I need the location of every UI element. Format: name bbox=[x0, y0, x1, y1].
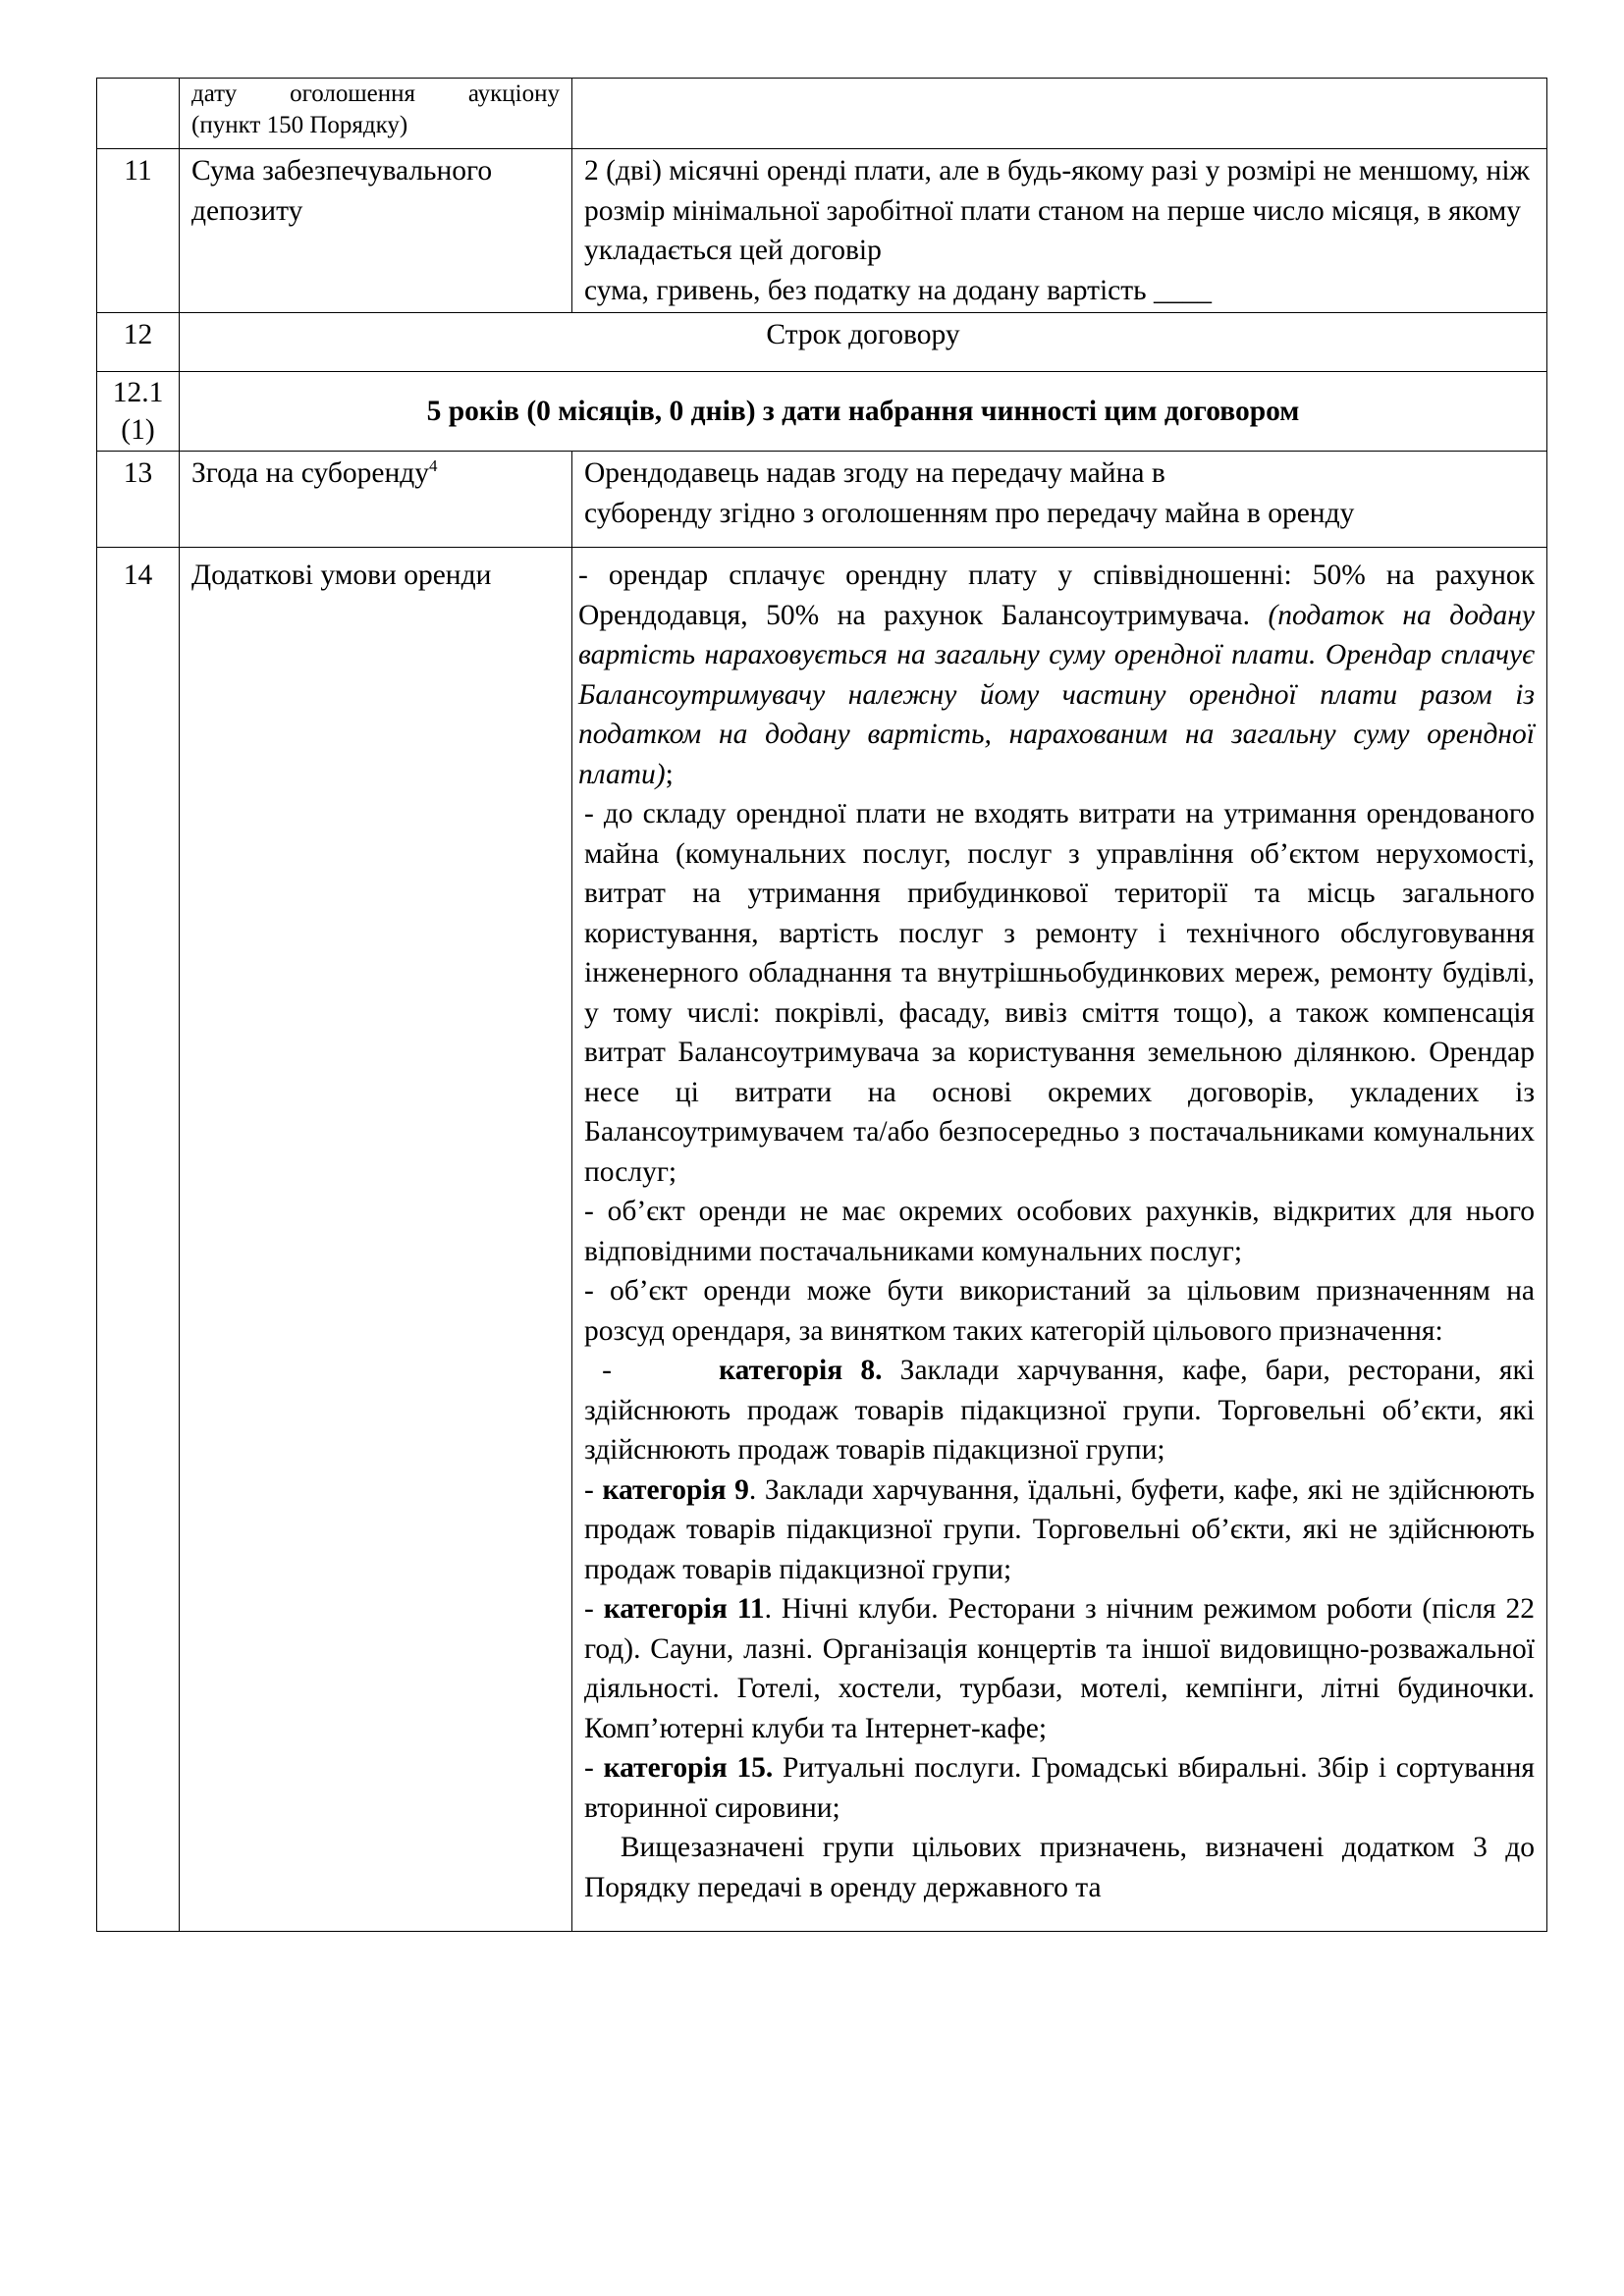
paragraph-text: ; bbox=[665, 758, 674, 790]
term-value-line: суборенду згідно з оголошенням про передачу майна в оренду bbox=[584, 497, 1355, 529]
row-number: 13 bbox=[97, 452, 180, 548]
table-row bbox=[97, 452, 1547, 548]
term-value-line: 2 (дві) місячні оренді плати, але в будь-якому разі у розмірі не меншому, ніж розмір мінімальної заробітної плати станом на перше число місяця, в якому укладається цей договір bbox=[584, 155, 1530, 266]
row-number: 11 bbox=[97, 149, 180, 313]
row-number: 12.1 bbox=[112, 377, 164, 408]
contract-term-value: 5 років (0 місяців, 0 днів) з дати набрання чинності цим договором bbox=[180, 372, 1547, 452]
row-number-cell bbox=[97, 79, 180, 149]
row-number: 14 bbox=[97, 548, 180, 1932]
paragraph: - об’єкт оренди може бути використаний за цільовим призначенням на розсуд орендаря, за винятком таких категорій цільового призначення: bbox=[584, 1275, 1535, 1347]
paragraph-text: - bbox=[584, 1355, 720, 1386]
paragraph: - об’єкт оренди не має окремих особових рахунків, відкритих для нього відповідними постачальниками комунальних послуг; bbox=[584, 1196, 1535, 1267]
paragraph-text: Заклади харчування, кафе, бари, ресторани, які здійснюють продаж товарів підакцизної групи. Торговельні об’єкти, які здійснюють продаж товарів підакцизної групи; bbox=[584, 1355, 1535, 1466]
section-title: Строк договору bbox=[180, 313, 1547, 372]
paragraph-italic-text: (податок на додану вартість нараховується на загальну суму орендної плати. Орендар сплачує Балансоутримувачу належну йому частину орендної плати разом із податком на додану вартість, нарахованим на загальну суму орендної плати) bbox=[578, 599, 1535, 790]
term-value-cell bbox=[572, 452, 1547, 548]
paragraph-text: Ритуальні послуги. Громадські вбиральні. Збір і сортування вторинної сировини; bbox=[584, 1752, 1535, 1824]
table-row bbox=[97, 372, 1547, 452]
footnote-marker: 4 bbox=[429, 456, 438, 476]
term-value-cell bbox=[572, 79, 1547, 149]
table-row bbox=[97, 149, 1547, 313]
term-value-line: сума, гривень, без податку на додану вартість ____ bbox=[584, 274, 1212, 306]
category-label: категорія 15. bbox=[603, 1752, 774, 1784]
table-row bbox=[97, 548, 1547, 1932]
term-value-cell bbox=[572, 548, 1547, 1932]
paragraph: - до складу орендної плати не входять витрати на утримання орендованого майна (комунальних послуг, послуг з управління об’єктом нерухомості, витрат на утримання прибудинкової території та місць загального користування, вартість послуг з ремонту і технічного обслуговування інженерного обладнання та внутрішньобудинкових мереж, ремонту будівлі, у тому числі: покрівлі, фасаду, вивіз сміття тощо), а також компенсація витрат Балансоутримувача за користування земельною ділянкою. Орендар несе ці витрати на основі окремих договорів, укладених із Балансоутримувачем та/або безпосередньо з постачальниками комунальних послуг; bbox=[584, 798, 1535, 1188]
category-label: категорія 11 bbox=[603, 1593, 765, 1625]
term-name: Сума забезпечувального депозиту bbox=[180, 149, 572, 313]
paragraph-text: - bbox=[584, 1473, 603, 1506]
paragraph-text: - bbox=[584, 1593, 604, 1625]
term-name-line: (пункт 150 Порядку) bbox=[191, 112, 408, 138]
paragraph-text: . Заклади харчування, їдальні, буфети, кафе, які не здійснюють продаж товарів підакцизної групи. Торговельні об’єкти, які не здійснюють продаж товарів підакцизної групи; bbox=[584, 1473, 1535, 1585]
row-number: 12 bbox=[97, 313, 180, 372]
paragraph bbox=[578, 1748, 1535, 1828]
row-number-suffix: (1) bbox=[121, 414, 155, 446]
paragraph bbox=[578, 556, 1535, 794]
category-label: категорія 8. bbox=[719, 1355, 883, 1386]
term-name: Додаткові умови оренди bbox=[180, 548, 572, 1932]
contract-terms-table bbox=[96, 78, 1547, 1932]
term-value-cell bbox=[572, 149, 1547, 313]
paragraph: Вищезазначені групи цільових призначень, визначені додатком 3 до Порядку передачі в оренду державного та bbox=[584, 1832, 1543, 1903]
term-name-cell bbox=[180, 452, 572, 548]
row-number-cell bbox=[97, 372, 180, 452]
paragraph bbox=[578, 1470, 1535, 1590]
term-name-cell bbox=[180, 79, 572, 149]
term-value-line: Орендодавець надав згоду на передачу майна в bbox=[584, 457, 1165, 489]
term-name: Згода на суборенду bbox=[191, 457, 429, 489]
paragraph bbox=[578, 1351, 1535, 1470]
paragraph-text: - bbox=[584, 1752, 604, 1784]
paragraph-text: - орендар сплачує орендну плату у співвідношенні: 50% на рахунок Орендодавця, 50% на рахунок Балансоутримувача. bbox=[578, 560, 1535, 631]
term-name-line: дату оголошення аукціону bbox=[191, 80, 560, 107]
table-row bbox=[97, 313, 1547, 372]
paragraph-text: . Нічні клуби. Ресторани з нічним режимом роботи (після 22 год). Сауни, лазні. Організація концертів та іншої видовищно-розважальної діяльності. Готелі, хостели, турбази, мотелі, кемпінги, літні будиночки. Комп’ютерні клуби та Інтернет-кафе; bbox=[584, 1593, 1536, 1744]
table-row bbox=[97, 79, 1547, 149]
category-label: категорія 9 bbox=[602, 1473, 749, 1506]
paragraph bbox=[578, 1589, 1535, 1748]
